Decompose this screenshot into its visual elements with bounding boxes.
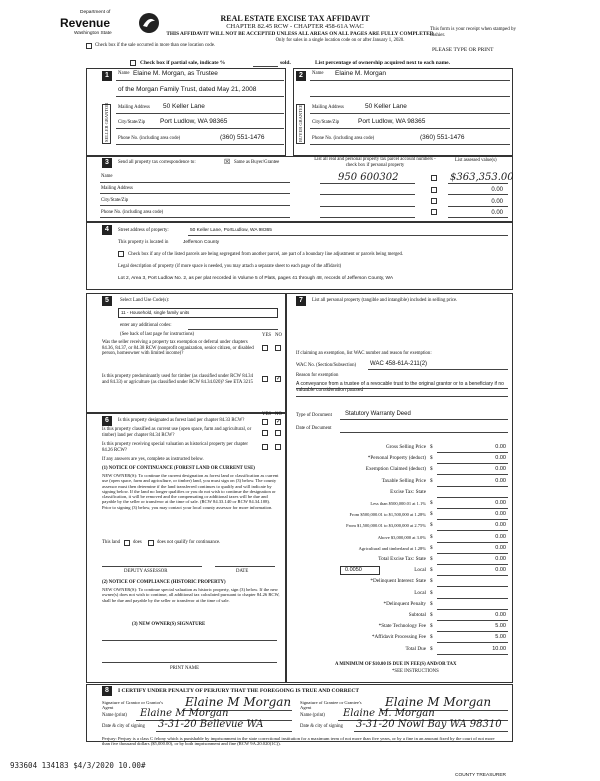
logo-top-text: Department of [80, 10, 111, 15]
tax-row-value[interactable]: 0.00 [495, 444, 506, 450]
grantor-date-label: Date & city of signing [102, 724, 145, 729]
grantor-name-label: Name (print) [102, 713, 127, 718]
rule [354, 731, 508, 732]
grantee-name[interactable]: Elaine M. Morgan [343, 708, 435, 719]
new-owner-sig-line-2[interactable] [102, 662, 277, 663]
seller-name-line2[interactable]: of the Morgan Family Trust, dated May 21, 2008 [118, 86, 257, 93]
tax-row-value[interactable]: 0.00 [495, 533, 506, 540]
timber-question: Is this property predominantly used for timber (as classified under RCW 84.34 and 84.33) or agriculture (as classified under RCW 84.34.020)? See ETA 3215 [102, 374, 253, 385]
segregated-label: Check box if any of the listed parcels are being segregated from another parcel, are part of a boundary line adjustment or parcels being merged. [128, 252, 404, 257]
current-use-no-checkbox[interactable] [275, 430, 281, 436]
assessor-date-line[interactable] [215, 566, 275, 567]
grantee-date-label: Date & city of signing [300, 724, 343, 729]
dor-logo [60, 8, 160, 44]
tax-row-label: *Affidavit Processing Fee [371, 634, 426, 641]
land-use-value: 11 - Household, single family units [121, 310, 190, 315]
corr-address-label: Mailing Address [101, 186, 133, 191]
doc-date-label: Date of Document [296, 426, 332, 431]
section-3-badge: 3 [102, 158, 112, 168]
minimum-note: A MINIMUM OF $10.00 IS DUE IN FEE(S) AND/OR TAX [335, 662, 457, 667]
buyer-address[interactable]: 50 Keller Lane [365, 103, 407, 110]
buyer-name-label: Name [312, 71, 324, 76]
doc-type[interactable]: Statutory Warranty Deed [345, 411, 411, 417]
tax-row-currency: $ [430, 522, 433, 529]
rule [448, 206, 508, 207]
tax-row-line [437, 654, 508, 655]
tax-row-label: Gross Selling Price [385, 444, 426, 450]
exemption-question: Was the seller receiving a property tax exemption or deferral under chapters 84.36, 84.37, or 84.38 RCW (nonprofit organization, senior citizen, or disabled person, homeowner with limited income)? [102, 340, 254, 357]
located-label: This property is located in [118, 240, 169, 245]
q1-yes-checkbox[interactable] [262, 345, 268, 351]
yes-header: YES [262, 333, 272, 338]
section-5-badge: 5 [102, 296, 112, 306]
tax-row-value[interactable]: 0.00 [495, 556, 506, 562]
tax-row-value[interactable]: 5.00 [495, 634, 506, 641]
exemption-reason[interactable]: A conveyance from a trustee of a revocable trust to the original grantor or to a beneficiary if no valuable consideration passed [296, 381, 504, 393]
rule [100, 205, 290, 206]
tax-row-label: Less than $500,000.01 at 1.1% [370, 501, 426, 506]
parcel-number-1[interactable]: 950 600302 [338, 172, 399, 183]
current-use-yes-checkbox[interactable] [262, 430, 268, 436]
rule [310, 80, 510, 81]
tax-row-value[interactable]: 0.00 [495, 477, 506, 484]
tax-row-value[interactable]: 0.00 [495, 511, 506, 518]
notice2-title: (2) NOTICE OF COMPLIANCE (HISTORIC PROPERTY) [102, 580, 226, 585]
tax-row-line [437, 508, 508, 509]
tax-row-line [437, 530, 508, 531]
tax-row-label: Above $3,000,000 at 3.0% [377, 534, 426, 540]
parcel-3-personal-checkbox[interactable] [431, 198, 437, 204]
q2-yes-checkbox[interactable] [262, 376, 268, 382]
tax-row-line [437, 620, 508, 621]
tax-row-value[interactable]: 0.00 [495, 544, 506, 551]
rule [100, 193, 290, 194]
tax-row-label: From $1,500,000.01 to $3,000,000 at 2.75% [346, 523, 426, 529]
same-as-buyer-checkbox[interactable]: ☒ [224, 158, 231, 166]
grantee-name-label: Name (print) [300, 713, 325, 718]
form-warning: THIS AFFIDAVIT WILL NOT BE ACCEPTED UNLESS ALL AREAS ON ALL PAGES ARE FULLY COMPLETED [166, 31, 434, 37]
form-date-note: Only for sales in a single location code on or after January 1, 2020. [275, 38, 405, 43]
does-not-label: does not qualify for continuance. [157, 540, 221, 545]
tax-row-value[interactable]: 5.00 [495, 623, 506, 630]
notice1-body: NEW OWNER(S): To continue the current designation as forest land or classification as current use (open space, farm and agriculture, or timber) land, you must sign on (3) below. The county assessor must then determine if the land transferred continues to qualify and will indicate by signing below. If the land no longer qualifies or you do not wish to continue the designation or classification, it will be removed and the compensating or additional taxes will be due and payable by the seller or transferor at the time of sale. (RCW 84.33.140 or RCW 84.34.108). Prior to signing (3) below, you may contact your local county assessor for more information. [102, 473, 279, 510]
rule [310, 96, 510, 97]
if-yes-note: If any answers are yes, complete as instructed below. [102, 457, 204, 462]
section-2-badge: 2 [296, 71, 306, 81]
seller-city[interactable]: Port Ludlow, WA 98365 [160, 118, 228, 125]
segregated-checkbox[interactable] [118, 251, 124, 257]
see-back-note: (See back of last page for instructions) [120, 332, 195, 337]
ownership-label: List percentage of ownership acquired next to each name. [315, 60, 450, 66]
same-as-buyer-label: Same as Buyer/Grantee [234, 160, 280, 165]
tax-row-label: From $500,000.01 to $1,500,000 at 1.28% [349, 512, 426, 518]
deputy-assessor-line[interactable] [102, 566, 202, 567]
multi-location-label: Check box if the sale occurred in more than one location code. [95, 43, 216, 48]
seller-address-label: Mailing Address [118, 105, 150, 110]
logo-main-text: Revenue [60, 16, 111, 30]
section-6-badge: 6 [102, 416, 112, 426]
county[interactable]: Jefferson County [183, 240, 220, 245]
tax-row-label: *Delinquent Penalty [383, 600, 426, 607]
tax-row-currency: $ [430, 645, 433, 652]
yes-header-6: YES [262, 412, 272, 417]
grantee-sig-label: Signature of Grantee or Grantee's Agent [300, 700, 362, 711]
personal-property-label: List all personal property (tangible and intangible) included in selling price. [312, 298, 458, 303]
section-8-badge: 8 [102, 686, 112, 696]
tax-row-currency: $ [430, 634, 433, 641]
buyer-phone[interactable]: (360) 551-1476 [420, 134, 465, 141]
tax-row-line [437, 474, 508, 475]
assessed-value-4[interactable]: 0.00 [491, 210, 503, 216]
seller-city-label: City/State/Zip [118, 120, 146, 125]
tax-row-label: Local [414, 589, 426, 596]
tax-row-currency: $ [430, 477, 433, 484]
tax-row-line [437, 598, 508, 599]
tax-row-label: Taxable Selling Price [381, 477, 426, 484]
additional-codes-label: enter any additional codes: [120, 323, 172, 328]
buyer-city[interactable]: Port Ludlow, WA 98365 [358, 118, 426, 125]
logo-sub-text: Washington State [74, 31, 112, 36]
rule [310, 128, 510, 129]
multi-location-checkbox[interactable] [86, 43, 92, 49]
buyer-city-label: City/State/Zip [312, 120, 340, 125]
partial-sale-label: Check box if partial sale, indicate % [140, 60, 226, 66]
legal-label: Legal description of property (if more space is needed, you may attach a separate sheet to each page of the affidavit) [118, 264, 342, 269]
tax-row-currency: $ [430, 589, 433, 596]
rule [448, 217, 508, 218]
assessor-date-label: DATE [236, 569, 249, 574]
assessed-value-3[interactable]: 0.00 [491, 199, 503, 205]
exemption-label: If claiming an exemption, list WAC number and reason for exemption: [296, 351, 432, 356]
tax-row-line [437, 575, 508, 576]
section-7-badge: 7 [296, 296, 306, 306]
sold-label: sold. [280, 60, 291, 66]
grantor-name[interactable]: Elaine M Morgan [140, 708, 229, 719]
rule [320, 217, 415, 218]
tax-row-currency: $ [430, 544, 433, 551]
land-use-select-label: Select Land Use Code(s): [120, 298, 170, 303]
buyer-section [293, 68, 513, 156]
county-treasurer-label: COUNTY TREASURER [455, 773, 506, 778]
seller-address[interactable]: 50 Keller Lane [163, 103, 205, 110]
tax-row-line [437, 564, 508, 565]
tax-row-currency: $ [430, 556, 433, 562]
tax-row-value[interactable]: 0.00 [495, 500, 506, 506]
tax-row-line [437, 497, 508, 498]
current-use-question: Is this property classified as current use (open space, farm and agricultural, or timber) land per chapter 84.34 RCW? [102, 427, 252, 438]
does-checkbox[interactable] [124, 540, 130, 546]
tax-row-currency: $ [430, 455, 433, 462]
tax-row-line [437, 586, 508, 587]
seller-name-label: Name [118, 71, 130, 76]
rule [116, 128, 284, 129]
reason-label: Reason for exemption [296, 373, 339, 378]
rule [448, 194, 508, 195]
wac-number[interactable]: WAC 458-61A-211(2) [370, 361, 428, 367]
tax-row-label: Local [414, 567, 426, 574]
tax-row-line [437, 542, 508, 543]
seller-name-line1[interactable]: Elaine M. Morgan, as Trustee [133, 70, 218, 77]
does-label: does [133, 540, 142, 545]
form-title: REAL ESTATE EXCISE TAX AFFIDAVIT [220, 14, 370, 23]
tax-row-value[interactable]: 0.00 [495, 567, 506, 574]
tax-row-currency: $ [430, 511, 433, 518]
deputy-assessor-label: DEPUTY ASSESSOR [124, 569, 168, 574]
rule [340, 432, 508, 433]
street-address[interactable]: 50 Keller Lane, PortLudlow, WA 98365 [190, 228, 272, 233]
no-header-6: NO [275, 412, 282, 417]
corr-name-label: Name [101, 174, 113, 179]
section-1-badge: 1 [102, 71, 112, 81]
buyer-address-label: Mailing Address [312, 105, 344, 110]
tax-row-label: Excise Tax: State [390, 488, 426, 495]
partial-percent-line[interactable] [253, 66, 278, 67]
rule [310, 113, 510, 114]
rule [156, 731, 292, 732]
buyer-name[interactable]: Elaine M. Morgan [335, 70, 386, 77]
tax-row-line [437, 553, 508, 554]
rule [368, 369, 508, 370]
buyer-side-label: BUYER GRANTEE [298, 104, 303, 142]
seller-phone-label: Phone No. (including area code) [118, 136, 181, 141]
historic-question: Is this property receiving special valuation as historical property per chapter 84.26 RCW? [102, 442, 248, 453]
grantee-date-city[interactable]: 3-31-20 Nowl Bay WA 98310 [356, 719, 502, 730]
tax-row-line [437, 452, 508, 453]
parcel-header: List all real and personal property tax parcel account numbers - check box if personal property [314, 157, 436, 168]
form-subtitle: CHAPTER 82.45 RCW - CHAPTER 458-61A WAC [226, 23, 364, 30]
historic-yes-checkbox[interactable] [262, 444, 268, 450]
grantee-signature[interactable]: Elaine M Morgan [385, 695, 492, 709]
tax-row-label: Agricultural and timberland at 1.28% [358, 545, 426, 551]
tax-row-line [437, 519, 508, 520]
tax-row-label: Total Due [405, 645, 426, 652]
assessed-value-2[interactable]: 0.00 [491, 187, 503, 193]
new-owner-sig-title: (3) NEW OWNER(S) SIGNATURE [132, 622, 206, 627]
receipt-note: This form is your receipt when stamped by cashier. [430, 27, 516, 38]
rule [296, 388, 508, 389]
partial-sale-checkbox[interactable] [130, 60, 136, 66]
rule [116, 113, 284, 114]
see-instructions: *SEE INSTRUCTIONS [392, 669, 439, 674]
tax-row-line [437, 463, 508, 464]
tax-row-label: *Delinquent Interest: State [370, 578, 426, 585]
no-header: NO [275, 333, 282, 338]
tax-row-label: Subtotal [408, 612, 426, 618]
tax-row-value[interactable]: 0.00 [495, 612, 506, 618]
rule [296, 396, 508, 397]
forest-no-checkbox[interactable]: ✓ [276, 419, 282, 425]
forest-question: Is this property designated as forest land per chapter 84.33 RCW? [118, 418, 245, 423]
notice2-body: NEW OWNER(S): To continue special valuation as historic property, sign (3) below. If the new owner(s) does not wish to continue, all additional tax calculated pursuant to chapter 84.26 RCW, shall be due and payable by the seller or transferor at the time of sale. [102, 587, 280, 603]
street-label: Street address of property: [118, 228, 169, 233]
rule [100, 182, 290, 183]
seller-phone[interactable]: (360) 551-1476 [220, 134, 265, 141]
correspondence-label: Send all property tax correspondence to: [118, 160, 196, 165]
corr-phone-label: Phone No. (including area code) [101, 210, 164, 215]
rule [340, 419, 508, 420]
tax-row-line [437, 609, 508, 610]
parcel-4-personal-checkbox[interactable] [431, 209, 437, 215]
assessed-header: List assessed value(s) [455, 158, 497, 163]
grantor-sig-label: Signature of Grantor or Grantor's Agent [102, 700, 164, 711]
tax-row-currency: $ [430, 578, 433, 585]
certify-statement: I CERTIFY UNDER PENALTY OF PERJURY THAT THE FOREGOING IS TRUE AND CORRECT [118, 688, 360, 694]
rule [320, 194, 415, 195]
tax-row-currency: $ [430, 533, 433, 540]
wac-label: WAC No. (Section/Subsection) [296, 363, 357, 368]
print-name-label: PRINT NAME [170, 666, 200, 671]
legal-description[interactable]: Lot 2, Area 3, Port Ludlow No. 2, as per plat recorded in Volume 5 of Plats, pages 41 through 48, records of Jefferson County, WA [118, 276, 394, 281]
tax-row-value[interactable]: 0.00 [495, 455, 506, 462]
forest-yes-checkbox[interactable] [262, 419, 268, 425]
rule [188, 235, 508, 236]
tax-row-label: *Personal Property (deduct) [367, 455, 426, 462]
q1-no-checkbox[interactable] [275, 345, 281, 351]
assessed-value-1[interactable]: $363,353.00 [450, 172, 514, 183]
rule [100, 217, 290, 218]
tax-row-value[interactable]: 0.00 [495, 522, 506, 529]
tax-row-currency: $ [430, 623, 433, 630]
additional-codes-line[interactable] [188, 329, 278, 330]
receipt-stamp: 933604 134183 $4/3/2020 10.00# [10, 761, 146, 770]
new-owner-sig-line-1[interactable] [102, 640, 277, 641]
tax-row-value[interactable]: 10.00 [492, 645, 506, 652]
grantor-signature[interactable]: Elaine M Morgan [185, 695, 292, 709]
doc-type-label: Type of Document [296, 413, 332, 418]
buyer-phone-label: Phone No. (including area code) [312, 136, 375, 141]
tax-row-currency: $ [430, 612, 433, 618]
seller-side-label: SELLER GRANTOR [104, 102, 109, 142]
corr-city-label: City/State/Zip [101, 198, 129, 203]
parcel-1-personal-checkbox[interactable] [431, 175, 437, 181]
local-rate-value: 0.0050 [340, 566, 380, 575]
tax-row-label: Exemption Claimed (deduct) [365, 466, 426, 473]
notice1-title: (1) NOTICE OF CONTINUANCE (FOREST LAND OR CURRENT USE) [102, 466, 255, 471]
rule [116, 144, 284, 145]
perjury-statement: Perjury: Perjury is a class C felony which is punishable by imprisonment in the state correctional institution for a maximum term of not more than five years, or by a fine in an amount fixed by the court of not more than five thousand dollars ($5,000.00), or by both imprisonment and fine (RCW 9A.20.020(1C)). [102, 736, 495, 747]
tax-row-line [437, 486, 508, 487]
rule [448, 183, 508, 184]
tax-row-value[interactable]: 0.00 [495, 466, 506, 473]
tax-row-line [437, 631, 508, 632]
rule [116, 96, 284, 97]
rule [320, 183, 415, 184]
tax-row-label: Total Excise Tax: State [378, 556, 426, 562]
tax-row-currency: $ [430, 500, 433, 506]
type-or-print: PLEASE TYPE OR PRINT [432, 47, 494, 53]
tax-row-currency: $ [430, 567, 433, 574]
tax-row-currency: $ [430, 466, 433, 473]
seller-section [86, 68, 286, 156]
section-6 [86, 413, 286, 683]
grantor-date-city[interactable]: 3-31-20 Bellevue WA [158, 719, 264, 730]
q2-no-checkbox[interactable]: ✓ [276, 376, 282, 382]
rule [310, 144, 510, 145]
historic-no-checkbox[interactable] [275, 444, 281, 450]
tax-row-label: *State Technology Fee [378, 623, 426, 630]
does-not-checkbox[interactable] [148, 540, 154, 546]
rule [116, 80, 284, 81]
tax-row-currency: $ [430, 600, 433, 607]
rule [320, 206, 415, 207]
tax-row-currency: $ [430, 444, 433, 450]
this-land-label: This land [102, 540, 120, 545]
section-4-badge: 4 [102, 225, 112, 235]
parcel-2-personal-checkbox[interactable] [431, 187, 437, 193]
tax-row-line [437, 642, 508, 643]
